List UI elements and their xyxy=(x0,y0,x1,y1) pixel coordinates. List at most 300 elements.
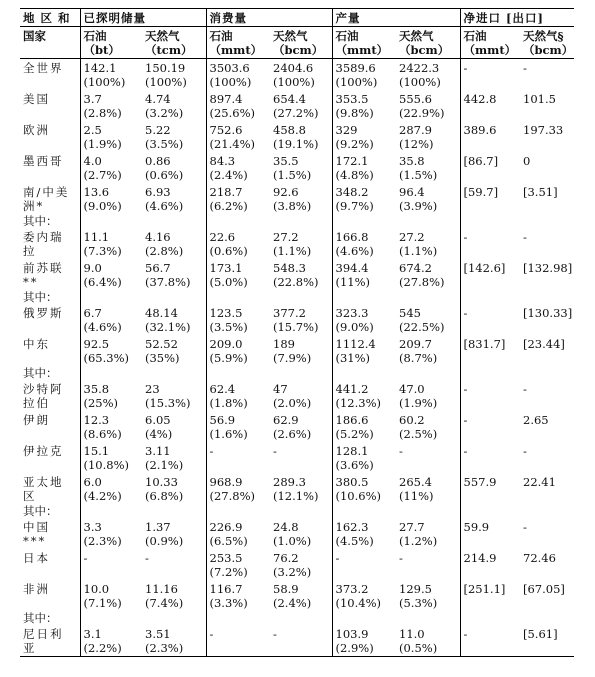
value: 62.4 xyxy=(209,382,236,396)
value-cell xyxy=(80,411,142,442)
value: 380.5 xyxy=(335,475,369,489)
share-percent: (19.1%) xyxy=(273,137,319,151)
share-percent: (12.3%) xyxy=(335,396,382,410)
region-name-line: 亚太地 xyxy=(23,475,64,489)
share-percent: (35%) xyxy=(145,351,180,365)
value: 557.9 xyxy=(463,475,497,489)
value: 103.9 xyxy=(335,627,369,641)
region-name-line: 墨西哥 xyxy=(23,154,64,168)
share-percent: (2.2%) xyxy=(83,641,122,655)
share-percent: (100%) xyxy=(335,75,378,89)
region-name-line: 拉 xyxy=(23,244,37,258)
value-cell xyxy=(520,90,574,121)
empty-cell xyxy=(460,290,520,304)
value: 10.0 xyxy=(83,582,110,596)
header-region-2: 国家 xyxy=(20,27,80,59)
value-cell xyxy=(396,90,460,121)
value-cell xyxy=(520,380,574,411)
value: 442.8 xyxy=(463,92,497,106)
subheading-label: 其中： xyxy=(23,290,58,304)
value-cell xyxy=(396,228,460,259)
value-cell xyxy=(396,625,460,657)
value: 56.7 xyxy=(145,261,171,275)
value-cell xyxy=(396,152,460,183)
share-percent: (1.9%) xyxy=(83,137,122,151)
region-name-line: *** xyxy=(23,534,47,548)
value: 2.5 xyxy=(83,123,102,137)
value-cell xyxy=(206,304,270,335)
region-name xyxy=(20,121,80,152)
share-percent: (27.8%) xyxy=(399,275,445,289)
value: 101.5 xyxy=(523,92,556,106)
value: 214.9 xyxy=(463,551,497,565)
value-cell xyxy=(332,580,396,611)
value: 0 xyxy=(523,154,531,168)
value: 545 xyxy=(399,306,421,320)
value-cell xyxy=(142,549,206,580)
value: 11.1 xyxy=(83,230,110,244)
subheading-row xyxy=(20,504,574,518)
empty-cell xyxy=(142,611,206,625)
share-percent: (0.9%) xyxy=(145,534,184,548)
value: - xyxy=(463,627,468,641)
value-cell xyxy=(520,121,574,152)
value-cell xyxy=(396,580,460,611)
value: 10.33 xyxy=(145,475,178,489)
value-cell xyxy=(520,59,574,91)
share-percent: (12.1%) xyxy=(273,489,319,503)
value: [142.6] xyxy=(463,261,506,275)
value: 4.0 xyxy=(83,154,102,168)
header-group-net-import: 净进口 [出口] xyxy=(460,9,574,27)
value: 654.4 xyxy=(273,92,306,106)
value: 189 xyxy=(273,337,295,351)
value-cell xyxy=(460,549,520,580)
value-cell xyxy=(270,228,332,259)
share-percent: (25%) xyxy=(83,396,119,410)
value: 674.2 xyxy=(399,261,432,275)
value: 441.2 xyxy=(335,382,369,396)
value: 3.3 xyxy=(83,520,102,534)
value-cell xyxy=(206,228,270,259)
value: - xyxy=(335,551,340,565)
value-cell xyxy=(332,442,396,473)
subheading-row xyxy=(20,366,574,380)
value: 548.3 xyxy=(273,261,306,275)
value: - xyxy=(463,413,468,427)
value-cell xyxy=(206,380,270,411)
empty-cell xyxy=(142,366,206,380)
value: 60.2 xyxy=(399,413,425,427)
value-cell xyxy=(206,183,270,214)
value: - xyxy=(399,551,403,565)
value: 197.33 xyxy=(523,123,564,137)
value-cell xyxy=(460,121,520,152)
value-cell xyxy=(396,380,460,411)
region-name-line: 中东 xyxy=(23,337,50,351)
share-percent: (8.7%) xyxy=(399,351,438,365)
empty-cell xyxy=(206,214,270,228)
value: 62.9 xyxy=(273,413,299,427)
share-percent: (3.9%) xyxy=(399,199,438,213)
share-percent: (1.5%) xyxy=(399,168,438,182)
value: 3.1 xyxy=(83,627,102,641)
value: 12.3 xyxy=(83,413,110,427)
share-percent: (5.0%) xyxy=(209,275,248,289)
value-cell xyxy=(80,228,142,259)
value-cell xyxy=(332,473,396,504)
share-percent: (6.5%) xyxy=(209,534,248,548)
value: 5.22 xyxy=(145,123,171,137)
value-cell xyxy=(206,59,270,91)
value-cell xyxy=(332,304,396,335)
value-cell xyxy=(80,152,142,183)
value: [86.7] xyxy=(463,154,499,168)
value-cell xyxy=(520,183,574,214)
value-cell xyxy=(142,380,206,411)
subheading-row xyxy=(20,214,574,228)
value-cell xyxy=(270,518,332,549)
value: 3503.6 xyxy=(209,61,250,75)
table-row xyxy=(20,59,574,91)
region-name xyxy=(20,473,80,504)
value-cell xyxy=(332,411,396,442)
value: 123.5 xyxy=(209,306,243,320)
empty-cell xyxy=(80,611,142,625)
value: 59.9 xyxy=(463,520,490,534)
empty-cell xyxy=(332,290,396,304)
value-cell xyxy=(206,473,270,504)
share-percent: (2.6%) xyxy=(273,427,312,441)
value-cell xyxy=(80,259,142,290)
table-row xyxy=(20,518,574,549)
share-percent: (2.8%) xyxy=(145,244,184,258)
table-row xyxy=(20,625,574,657)
share-percent: (31%) xyxy=(335,351,371,365)
value: 458.8 xyxy=(273,123,306,137)
share-percent: (100%) xyxy=(209,75,252,89)
value-cell xyxy=(270,442,332,473)
value: 142.1 xyxy=(83,61,117,75)
region-name xyxy=(20,335,80,366)
value: [130.33] xyxy=(523,306,573,320)
value-cell xyxy=(396,304,460,335)
value-cell xyxy=(396,121,460,152)
table-row xyxy=(20,90,574,121)
value: 329 xyxy=(335,123,358,137)
region-name xyxy=(20,442,80,473)
share-percent: (37.8%) xyxy=(145,275,191,289)
value: 4.16 xyxy=(145,230,171,244)
value-cell xyxy=(396,473,460,504)
empty-cell xyxy=(396,611,460,625)
value-cell xyxy=(270,549,332,580)
value-cell xyxy=(270,183,332,214)
value: 226.9 xyxy=(209,520,243,534)
value: 4.74 xyxy=(145,92,171,106)
value-cell xyxy=(142,121,206,152)
empty-cell xyxy=(520,611,574,625)
value: - xyxy=(523,444,527,458)
value-cell xyxy=(142,59,206,91)
empty-cell xyxy=(332,611,396,625)
value-cell xyxy=(396,442,460,473)
empty-cell xyxy=(460,504,520,518)
empty-cell xyxy=(460,611,520,625)
value: 27.7 xyxy=(399,520,425,534)
value-cell xyxy=(460,580,520,611)
value-cell xyxy=(142,183,206,214)
empty-cell xyxy=(80,366,142,380)
share-percent: (11%) xyxy=(335,275,371,289)
header-group-consumption: 消费量 xyxy=(206,9,332,27)
value: 2422.3 xyxy=(399,61,440,75)
table-row xyxy=(20,259,574,290)
subheading-label: 其中： xyxy=(23,366,58,380)
value-cell xyxy=(396,335,460,366)
subheading-label: 其中： xyxy=(23,504,58,518)
value: - xyxy=(463,61,468,75)
value: 6.05 xyxy=(145,413,171,427)
value: 323.3 xyxy=(335,306,369,320)
empty-cell xyxy=(206,366,270,380)
value: [5.61] xyxy=(523,627,558,641)
unit-cell: 天然气 （bcm） xyxy=(270,27,332,59)
share-percent: (3.8%) xyxy=(273,199,312,213)
value: 35.8 xyxy=(83,382,110,396)
value: - xyxy=(523,382,527,396)
table-row xyxy=(20,304,574,335)
region-name xyxy=(20,59,80,91)
region-name xyxy=(20,380,80,411)
value: 35.8 xyxy=(399,154,425,168)
share-percent: (3.3%) xyxy=(209,596,248,610)
value-cell xyxy=(206,625,270,657)
value-cell xyxy=(270,380,332,411)
value: 129.5 xyxy=(399,582,432,596)
value-cell xyxy=(332,183,396,214)
share-percent: (4%) xyxy=(145,427,173,441)
unit-cell: 天然气 （tcm） xyxy=(142,27,206,59)
table-row xyxy=(20,580,574,611)
value: 11.0 xyxy=(399,627,425,641)
empty-cell xyxy=(332,504,396,518)
value-cell xyxy=(520,625,574,657)
value-cell xyxy=(270,411,332,442)
share-percent: (9.0%) xyxy=(83,199,122,213)
empty-cell xyxy=(396,366,460,380)
share-percent: (4.8%) xyxy=(335,168,374,182)
share-percent: (1.6%) xyxy=(209,427,248,441)
value-cell xyxy=(142,228,206,259)
value-cell xyxy=(142,580,206,611)
value: [23.44] xyxy=(523,337,565,351)
table-row xyxy=(20,549,574,580)
value: 116.7 xyxy=(209,582,243,596)
unit-cell: 石油 （mmt） xyxy=(332,27,396,59)
value: 3589.6 xyxy=(335,61,376,75)
value: 72.46 xyxy=(523,551,556,565)
share-percent: (65.3%) xyxy=(83,351,130,365)
share-percent: (0.6%) xyxy=(209,244,248,258)
share-percent: (22.8%) xyxy=(273,275,319,289)
value: - xyxy=(463,382,468,396)
value-cell xyxy=(270,473,332,504)
share-percent: (27.2%) xyxy=(273,106,319,120)
empty-cell xyxy=(270,611,332,625)
value: 3.51 xyxy=(145,627,171,641)
value: - xyxy=(273,444,277,458)
value: - xyxy=(463,230,468,244)
value-cell xyxy=(332,518,396,549)
energy-table xyxy=(20,8,574,657)
value: 23 xyxy=(145,382,160,396)
value: [831.7] xyxy=(463,337,506,351)
value-cell xyxy=(206,442,270,473)
subheading-label: 其中： xyxy=(23,611,58,625)
share-percent: (0.5%) xyxy=(399,641,438,655)
value: 209.7 xyxy=(399,337,432,351)
value: - xyxy=(523,61,527,75)
empty-cell xyxy=(396,504,460,518)
value: 6.93 xyxy=(145,185,171,199)
share-percent: (6.8%) xyxy=(145,489,184,503)
value-cell xyxy=(270,625,332,657)
value-cell xyxy=(142,152,206,183)
value-cell xyxy=(460,59,520,91)
value-cell xyxy=(80,442,142,473)
share-percent: (1.1%) xyxy=(273,244,312,258)
table-row xyxy=(20,228,574,259)
header-group-production: 产量 xyxy=(332,9,460,27)
value-cell xyxy=(396,259,460,290)
share-percent: (1.9%) xyxy=(399,396,438,410)
share-percent: (3.5%) xyxy=(209,320,248,334)
region-name xyxy=(20,625,80,657)
value-cell xyxy=(142,335,206,366)
value: 27.2 xyxy=(399,230,425,244)
value-cell xyxy=(142,411,206,442)
value: [251.1] xyxy=(463,582,506,596)
region-name xyxy=(20,304,80,335)
value-cell xyxy=(270,121,332,152)
value-cell xyxy=(332,121,396,152)
value-cell xyxy=(520,549,574,580)
share-percent: (9.0%) xyxy=(335,320,374,334)
region-name-line: ** xyxy=(23,275,39,289)
share-percent: (100%) xyxy=(145,75,187,89)
value: 47 xyxy=(273,382,288,396)
value-cell xyxy=(80,183,142,214)
value-cell xyxy=(332,380,396,411)
value: 13.6 xyxy=(83,185,110,199)
value-cell xyxy=(332,259,396,290)
value-cell xyxy=(332,90,396,121)
value: 218.7 xyxy=(209,185,243,199)
region-name-line: 伊朗 xyxy=(23,413,50,427)
value-cell xyxy=(332,228,396,259)
share-percent: (7.9%) xyxy=(273,351,312,365)
unit-cell: 石油 （mmt） xyxy=(460,27,520,59)
value: 287.9 xyxy=(399,123,432,137)
value-cell xyxy=(396,549,460,580)
value: 6.7 xyxy=(83,306,102,320)
value-cell xyxy=(460,380,520,411)
value-cell xyxy=(332,335,396,366)
value-cell xyxy=(270,335,332,366)
empty-cell xyxy=(80,504,142,518)
region-name-line: 欧洲 xyxy=(23,123,50,137)
share-percent: (15.3%) xyxy=(145,396,191,410)
value-cell xyxy=(142,442,206,473)
share-percent: (5.3%) xyxy=(399,596,438,610)
empty-cell xyxy=(332,214,396,228)
value-cell xyxy=(80,549,142,580)
value: 0.86 xyxy=(145,154,171,168)
region-name-line: 洲* xyxy=(23,199,45,213)
share-percent: (0.6%) xyxy=(145,168,184,182)
value-cell xyxy=(460,518,520,549)
region-name xyxy=(20,259,80,290)
share-percent: (100%) xyxy=(83,75,126,89)
value: - xyxy=(209,444,214,458)
value-cell xyxy=(520,442,574,473)
value-cell xyxy=(332,625,396,657)
value-cell xyxy=(80,59,142,91)
empty-cell xyxy=(270,504,332,518)
empty-cell xyxy=(460,214,520,228)
value: 24.8 xyxy=(273,520,299,534)
empty-cell xyxy=(396,214,460,228)
share-percent: (12%) xyxy=(399,137,434,151)
empty-cell xyxy=(80,214,142,228)
value: - xyxy=(209,627,214,641)
value-cell xyxy=(142,90,206,121)
region-name xyxy=(20,183,80,214)
value: 265.4 xyxy=(399,475,432,489)
value-cell xyxy=(206,549,270,580)
value: 173.1 xyxy=(209,261,243,275)
region-name-line: 尼日利 xyxy=(23,627,64,641)
share-percent: (1.0%) xyxy=(273,534,312,548)
value-cell xyxy=(80,90,142,121)
share-percent: (2.1%) xyxy=(145,458,184,472)
value: 2.65 xyxy=(523,413,549,427)
region-name xyxy=(20,518,80,549)
value-cell xyxy=(520,259,574,290)
value: 92.5 xyxy=(83,337,110,351)
value-cell xyxy=(206,121,270,152)
value-cell xyxy=(270,580,332,611)
share-percent: (22.9%) xyxy=(399,106,445,120)
value: - xyxy=(145,551,149,565)
value-cell xyxy=(520,411,574,442)
value: 35.5 xyxy=(273,154,299,168)
region-name-line: 非洲 xyxy=(23,582,50,596)
empty-cell xyxy=(142,290,206,304)
value: [3.51] xyxy=(523,185,558,199)
empty-cell xyxy=(80,290,142,304)
share-percent: (2.5%) xyxy=(399,427,438,441)
value-cell xyxy=(270,304,332,335)
region-name-line: 拉伯 xyxy=(23,396,50,410)
value: [132.98] xyxy=(523,261,573,275)
value-cell xyxy=(460,152,520,183)
share-percent: (25.6%) xyxy=(209,106,256,120)
empty-cell xyxy=(520,504,574,518)
value-cell xyxy=(206,90,270,121)
region-name xyxy=(20,580,80,611)
